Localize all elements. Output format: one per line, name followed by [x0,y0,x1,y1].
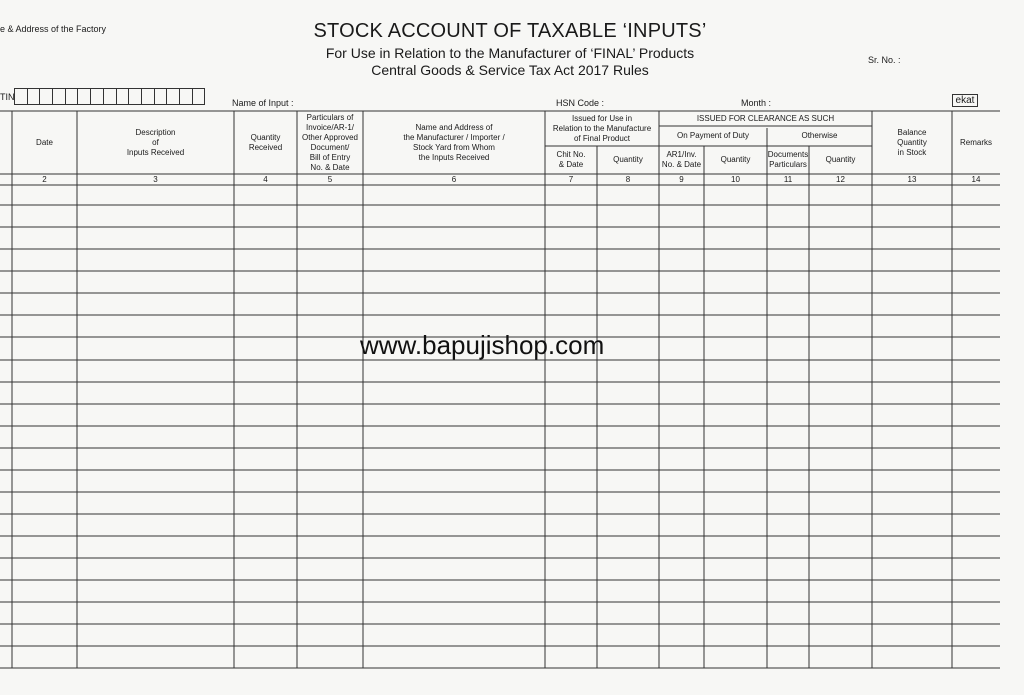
column-number: 11 [783,175,793,184]
gstin-label: TIN [0,92,15,102]
header-chit-no: Chit No. & Date [556,150,586,169]
header-ar1-inv: AR1/Inv. No. & Date [661,150,702,169]
column-number: 5 [327,175,333,184]
header-duty-quantity: Quantity [720,155,751,164]
header-documents-particulars: Documents Particulars [767,150,809,169]
header-description: Description of Inputs Received [126,127,185,157]
column-number: 12 [836,175,845,184]
header-quantity-received: Quantity Received [248,132,283,152]
page-title: STOCK ACCOUNT OF TAXABLE ‘INPUTS’ [313,20,707,42]
factory-address-label: e & Address of the Factory [0,24,107,34]
hsn-code-label: HSN Code : [556,98,605,108]
header-on-payment-of-duty: On Payment of Duty [676,131,750,140]
column-number: 14 [971,175,981,184]
column-number: 9 [679,175,684,184]
column-number: 13 [907,175,917,184]
header-otherwise: Otherwise [801,131,838,140]
header-manufacturer-address: Name and Address of the Manufacturer / Importer / Stock Yard from Whom the Inputs Received [403,122,505,162]
header-issued-clearance: ISSUED FOR CLEARANCE AS SUCH [696,113,835,123]
header-invoice-particulars: Particulars of Invoice/AR-1/ Other Approved Document/ Bill of Entry No. & Date [301,112,359,172]
header-balance-quantity: Balance Quantity in Stock [897,127,927,157]
column-number: 7 [568,175,574,184]
column-number: 2 [42,175,47,184]
rules-line: Central Goods & Service Tax Act 2017 Rules [371,62,649,78]
serial-number-label: Sr. No. : [868,55,901,65]
name-of-input-label: Name of Input : [232,98,294,108]
column-number: 10 [731,175,740,184]
brand-logo: ekat [952,94,978,107]
header-issued-quantity: Quantity [613,155,643,164]
header-remarks: Remarks [959,137,992,147]
watermark: www.bapujishop.com [360,330,605,360]
column-number: 6 [451,175,457,184]
header-issued-for-use: Issued for Use in Relation to the Manufacture of Final Product [552,113,652,143]
header-otherwise-quantity: Quantity [825,155,856,164]
column-number: 4 [263,175,268,184]
month-label: Month : [741,98,772,108]
page-subtitle: For Use in Relation to the Manufacturer of ‘FINAL’ Products [325,45,695,61]
column-number: 8 [625,175,631,184]
header-date: Date [36,137,53,147]
column-number: 3 [153,175,158,184]
